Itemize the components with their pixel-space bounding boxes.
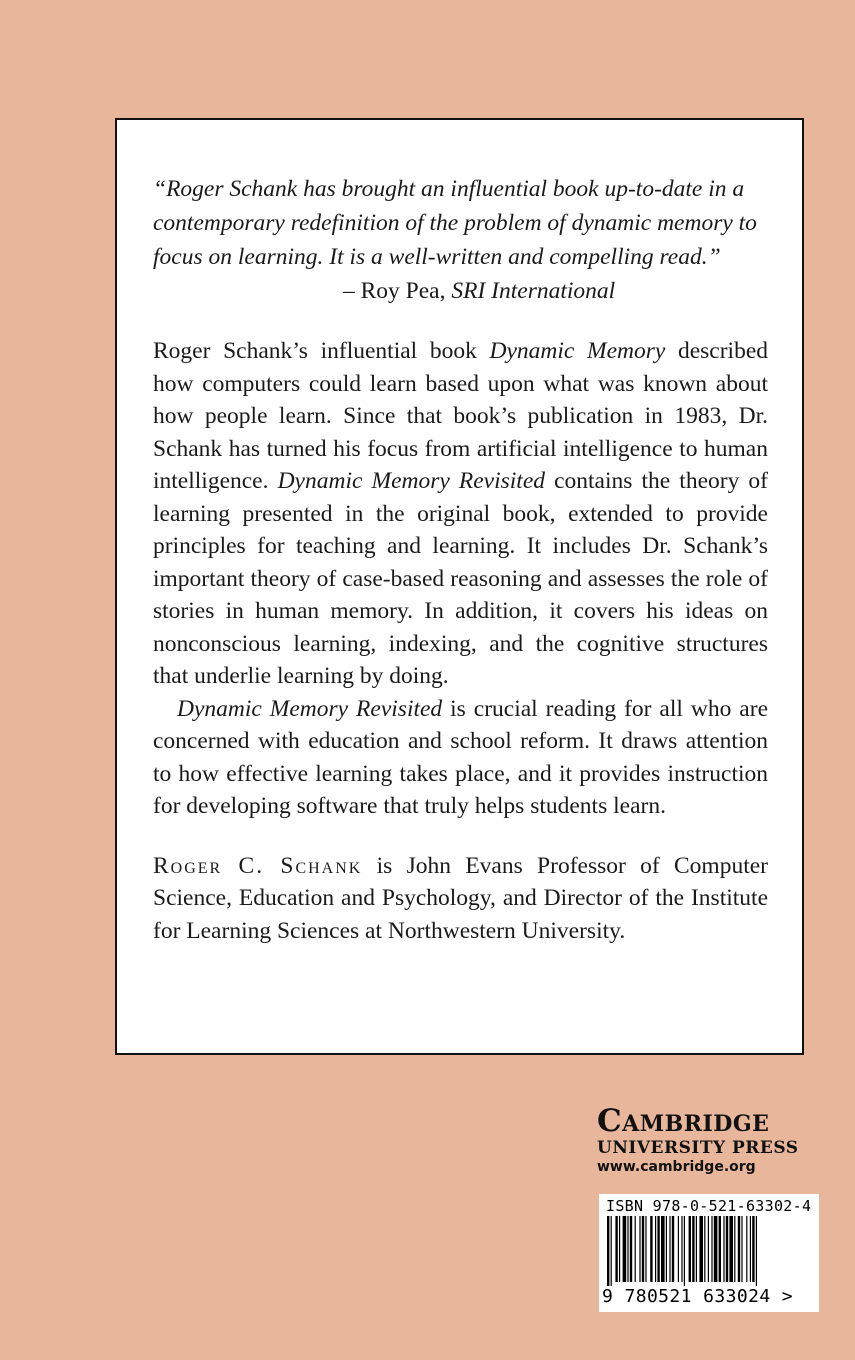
barcode-box (599, 1194, 819, 1312)
barcode-bar (666, 1216, 667, 1282)
barcode-bar (655, 1216, 656, 1282)
author-name: Roger C. Schank (153, 852, 363, 879)
barcode-bar (729, 1216, 733, 1282)
barcode-bar (661, 1216, 665, 1282)
barcode-bar (657, 1216, 659, 1282)
barcode-bar (734, 1216, 735, 1282)
barcode-bar (627, 1216, 628, 1282)
book-title-revisited-2: Dynamic Memory Revisited (177, 695, 443, 722)
desc-text-c: contains the theory of learning presented in the original book, extended to provide principles for teaching and learning. It includes Dr. Schank’s important theory of case-based reasoning and assesses the role of stories in human memory. In addition, it covers his ideas on nonconscious learning, indexing, and the cognitive structures that underlie learning by doing. (153, 468, 768, 689)
description-paragraph-2 (153, 693, 768, 823)
barcode-bar (630, 1216, 632, 1282)
barcode-bar (681, 1216, 682, 1282)
publisher-url: www.cambridge.org (597, 1159, 756, 1175)
endorsement-quote: “Roger Schank has brought an influential book up-to-date in a contemporary redefinition of the problem of dynamic memory to focus on learning. It is a well-written and compelling read.” (153, 176, 757, 270)
author-bio-text: is John Evans Professor of Computer Science, Education and Psychology, and Director of the Institute for Learning Sciences at Northwestern University. (153, 852, 768, 944)
book-title-original: Dynamic Memory (489, 338, 666, 364)
desc-text-b: described how computers could learn based upon what was known about how people learn. Since that book’s publication in 1983, Dr. Schank has turned his focus from artificial intelligence to human intelligence. (153, 338, 768, 494)
barcode-bar (639, 1216, 640, 1282)
back-cover-panel (115, 118, 804, 1055)
book-title-revisited: Dynamic Memory Revisited (277, 468, 546, 494)
endorsement-attribution (343, 274, 768, 308)
barcode-bar (650, 1216, 652, 1282)
publisher-name: Cambridge (597, 1103, 770, 1139)
barcode-bar (669, 1216, 670, 1282)
barcode-bar (635, 1216, 636, 1282)
barcode-bar (672, 1216, 674, 1282)
barcode-bar (738, 1216, 740, 1282)
barcode-bar (619, 1216, 620, 1282)
barcode-bar (615, 1216, 617, 1282)
barcode-bar (611, 1216, 612, 1286)
publisher-logo (597, 1104, 855, 1176)
barcode-bar (708, 1216, 709, 1282)
barcode-bar (746, 1216, 747, 1282)
barcode-bar (704, 1216, 705, 1282)
barcode-bars (603, 1216, 803, 1286)
isbn-label: ISBN 978-0-521-63302-4 (606, 1197, 812, 1215)
barcode-bar (719, 1216, 721, 1282)
barcode-bar (752, 1216, 754, 1282)
barcode-bar (723, 1216, 724, 1282)
barcode-bar (645, 1216, 646, 1282)
barcode-bar (741, 1216, 742, 1282)
attribution-name: – Roy Pea, (343, 278, 452, 304)
ean-digits: 9 780521 633024 > (602, 1286, 794, 1307)
barcode-bar (607, 1216, 609, 1286)
barcode-bar (678, 1216, 679, 1282)
barcode-bar (696, 1216, 697, 1282)
barcode-bar (642, 1216, 644, 1282)
barcode-bar (692, 1216, 694, 1282)
panel-content (153, 172, 768, 947)
barcode-bar (750, 1216, 751, 1282)
barcode-bar (714, 1216, 718, 1282)
attribution-org: SRI International (451, 278, 616, 304)
barcode-bar (689, 1216, 691, 1282)
barcode-bar (684, 1216, 685, 1286)
barcode-bar (699, 1216, 703, 1282)
barcode-bar (711, 1216, 712, 1282)
desc-text-d: is crucial reading for all who are concerned with education and school reform. It draws attention to how effective learning takes place, and it provides instruction for developing software that truly helps students learn. (153, 695, 768, 819)
description-paragraph-1 (153, 335, 768, 693)
author-bio (153, 850, 768, 948)
desc-text-a: Roger Schank’s influential book (153, 338, 490, 364)
barcode-bar (756, 1216, 757, 1286)
barcode-bar (623, 1216, 627, 1282)
publisher-press: UNIVERSITY PRESS (597, 1138, 799, 1158)
barcode-bar (726, 1216, 728, 1282)
